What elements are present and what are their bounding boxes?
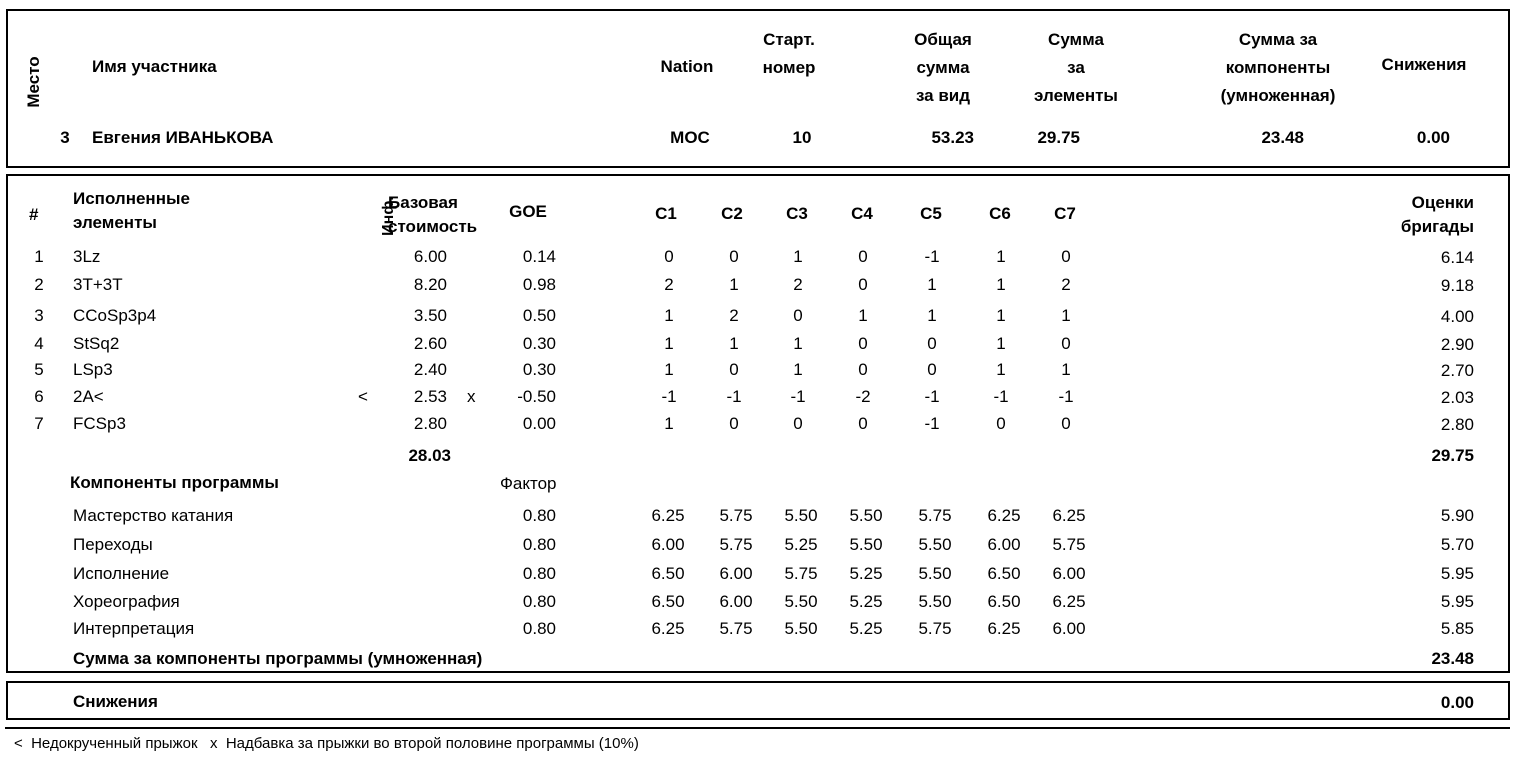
- deductions-box: [6, 681, 1510, 720]
- component-judge-score: 5.25: [849, 564, 883, 583]
- element-code: 2A<: [73, 387, 104, 406]
- component-name: Мастерство катания: [73, 506, 234, 525]
- scores-detail-box: [6, 174, 1510, 673]
- element-judge-score: 1: [664, 334, 674, 353]
- element-judge-score: 2: [664, 275, 674, 294]
- component-panel-score: 5.70: [1440, 535, 1474, 554]
- element-goe: 0.30: [522, 334, 556, 353]
- skater-place: 3: [60, 128, 70, 147]
- element-judge-score: 0: [1061, 414, 1071, 433]
- component-judge-score: 6.25: [651, 506, 685, 525]
- judge-header-2: C2: [721, 204, 743, 223]
- components-total-label: Сумма за компоненты программы (умноженная): [73, 649, 483, 668]
- element-base-value: 2.80: [413, 414, 447, 433]
- element-row-number: 2: [34, 275, 44, 294]
- element-judge-score: 0: [858, 247, 868, 266]
- component-judge-score: 5.75: [1052, 535, 1086, 554]
- element-judge-score: 0: [729, 247, 739, 266]
- components-title: Компоненты программы: [70, 473, 279, 492]
- element-base-value: 6.00: [413, 247, 447, 266]
- element-row-number: 7: [34, 414, 44, 433]
- element-judge-score: 2: [1061, 275, 1071, 294]
- component-judge-score: 5.50: [784, 506, 818, 525]
- element-bonus-flag: x: [467, 387, 476, 406]
- factor-header: Фактор: [500, 474, 557, 493]
- element-panel-score: 2.80: [1440, 415, 1474, 434]
- deductions-value: 0.00: [1440, 693, 1474, 712]
- component-factor: 0.80: [522, 564, 556, 583]
- skater-nation: MOC: [670, 128, 710, 147]
- component-factor: 0.80: [522, 535, 556, 554]
- component-judge-score: 5.50: [918, 564, 952, 583]
- component-name: Исполнение: [73, 564, 170, 583]
- element-goe: 0.00: [522, 414, 556, 433]
- element-judge-score: 0: [1061, 334, 1071, 353]
- element-row-number: 3: [34, 306, 44, 325]
- component-judge-score: 5.75: [918, 506, 952, 525]
- component-factor: 0.80: [522, 592, 556, 611]
- component-judge-score: 6.00: [719, 564, 753, 583]
- element-goe: -0.50: [517, 387, 556, 406]
- element-goe: 0.30: [522, 360, 556, 379]
- element-judge-score: 1: [996, 334, 1006, 353]
- component-judge-score: 6.25: [1052, 506, 1086, 525]
- component-name: Переходы: [73, 535, 153, 554]
- component-judge-score: 5.50: [784, 619, 818, 638]
- element-goe: 0.50: [522, 306, 556, 325]
- element-panel-score: 2.03: [1440, 388, 1474, 407]
- component-judge-score: 5.25: [784, 535, 818, 554]
- element-judge-score: 0: [858, 275, 868, 294]
- judge-header-1: C1: [655, 204, 677, 223]
- element-code: LSp3: [73, 360, 113, 379]
- component-panel-score: 5.90: [1440, 506, 1474, 525]
- element-judge-score: -1: [993, 387, 1009, 406]
- legend: < Недокрученный прыжок x Надбавка за прыжки во второй половине программы (10%): [14, 735, 639, 752]
- component-score-header: Сумма за компоненты (умноженная): [1220, 30, 1336, 105]
- component-factor: 0.80: [522, 506, 556, 525]
- element-judge-score: 0: [664, 247, 674, 266]
- component-judge-score: 6.00: [719, 592, 753, 611]
- components-total: 23.48: [1431, 649, 1474, 668]
- element-judge-score: 1: [996, 306, 1006, 325]
- element-judge-score: 0: [858, 414, 868, 433]
- component-judge-score: 5.50: [849, 535, 883, 554]
- component-judge-score: 6.00: [1052, 619, 1086, 638]
- element-panel-score: 6.14: [1440, 248, 1474, 267]
- element-base-value: 2.40: [413, 360, 447, 379]
- component-judge-score: 5.50: [849, 506, 883, 525]
- element-judge-score: 0: [729, 414, 739, 433]
- judge-header-3: C3: [786, 204, 808, 223]
- element-judge-score: 2: [729, 306, 739, 325]
- skater-start-number: 10: [792, 128, 812, 147]
- component-judge-score: 6.00: [1052, 564, 1086, 583]
- component-judge-score: 5.75: [719, 619, 753, 638]
- element-judge-score: 0: [858, 360, 868, 379]
- element-code: CCoSp3p4: [73, 306, 157, 325]
- element-base-value: 3.50: [413, 306, 447, 325]
- judge-header-7: C7: [1054, 204, 1076, 223]
- element-judge-score: 1: [729, 275, 739, 294]
- element-judge-score: 1: [996, 275, 1006, 294]
- element-judge-score: 1: [793, 334, 803, 353]
- element-judge-score: -1: [661, 387, 677, 406]
- component-judge-score: 6.50: [987, 592, 1021, 611]
- element-base-value: 8.20: [413, 275, 447, 294]
- component-panel-score: 5.95: [1440, 564, 1474, 583]
- goe-header: GOE: [509, 202, 547, 221]
- element-judge-score: 1: [1061, 360, 1071, 379]
- component-judge-score: 5.50: [784, 592, 818, 611]
- deductions-label: Снижения: [73, 692, 158, 711]
- element-judge-score: 1: [927, 275, 937, 294]
- component-judge-score: 6.50: [651, 564, 685, 583]
- element-judge-score: 0: [996, 414, 1006, 433]
- element-panel-score: 2.90: [1440, 335, 1474, 354]
- component-name: Хореография: [73, 592, 180, 611]
- skater-total-score: 53.23: [931, 128, 974, 147]
- element-judge-score: 0: [927, 334, 937, 353]
- element-panel-score: 9.18: [1440, 276, 1474, 295]
- element-row-number: 6: [34, 387, 44, 406]
- component-judge-score: 5.25: [849, 592, 883, 611]
- component-judge-score: 5.25: [849, 619, 883, 638]
- element-judge-score: -1: [1058, 387, 1074, 406]
- component-judge-score: 6.25: [651, 619, 685, 638]
- element-judge-score: 0: [927, 360, 937, 379]
- component-judge-score: 6.25: [987, 506, 1021, 525]
- element-panel-score: 2.70: [1440, 361, 1474, 380]
- element-score-header: Сумма за элементы: [1034, 30, 1118, 105]
- element-info-flag: <: [358, 387, 368, 406]
- element-code: 3Lz: [73, 247, 101, 266]
- panel-score-header: Оценки бригады: [1400, 193, 1474, 236]
- component-judge-score: 6.00: [651, 535, 685, 554]
- element-judge-score: 1: [996, 247, 1006, 266]
- component-judge-score: 5.75: [918, 619, 952, 638]
- element-judge-score: 1: [664, 360, 674, 379]
- element-judge-score: -1: [726, 387, 742, 406]
- element-goe: 0.14: [522, 247, 556, 266]
- skater-deductions: 0.00: [1416, 128, 1450, 147]
- component-panel-score: 5.95: [1440, 592, 1474, 611]
- component-name: Интерпретация: [73, 619, 195, 638]
- skater-name: Евгения ИВАНЬКОВА: [92, 128, 274, 147]
- element-judge-score: 2: [793, 275, 803, 294]
- element-base-value: 2.53: [413, 387, 447, 406]
- element-row-number: 1: [34, 247, 44, 266]
- info-header: Инф.: [380, 196, 397, 236]
- element-judge-score: 0: [793, 414, 803, 433]
- footer-divider: [5, 727, 1510, 729]
- element-judge-score: -1: [924, 247, 940, 266]
- component-judge-score: 5.50: [918, 592, 952, 611]
- name-header: Имя участника: [92, 57, 217, 76]
- element-goe: 0.98: [522, 275, 556, 294]
- base-value-total: 28.03: [408, 446, 451, 465]
- element-judge-score: -2: [855, 387, 871, 406]
- base-value-header: Базовая стоимость: [388, 193, 478, 236]
- component-judge-score: 5.75: [719, 535, 753, 554]
- total-score-header: Общая сумма за вид: [914, 30, 972, 105]
- element-judge-score: 0: [858, 334, 868, 353]
- place-header: Место: [24, 56, 43, 108]
- component-judge-score: 6.50: [987, 564, 1021, 583]
- judge-header-4: C4: [851, 204, 873, 223]
- element-judge-score: 1: [664, 414, 674, 433]
- start-number-header: Старт. номер: [762, 30, 816, 77]
- judge-header-6: C6: [989, 204, 1011, 223]
- element-judge-score: 1: [1061, 306, 1071, 325]
- component-judge-score: 6.25: [1052, 592, 1086, 611]
- element-judge-score: 1: [858, 306, 868, 325]
- element-judge-score: 1: [664, 306, 674, 325]
- panel-score-total: 29.75: [1431, 446, 1474, 465]
- element-code: 3T+3T: [73, 275, 123, 294]
- element-judge-score: -1: [924, 387, 940, 406]
- element-judge-score: -1: [924, 414, 940, 433]
- component-factor: 0.80: [522, 619, 556, 638]
- element-judge-score: 1: [996, 360, 1006, 379]
- element-judge-score: 1: [793, 247, 803, 266]
- element-judge-score: 1: [729, 334, 739, 353]
- component-judge-score: 6.00: [987, 535, 1021, 554]
- element-judge-score: 0: [1061, 247, 1071, 266]
- judge-header-5: C5: [920, 204, 942, 223]
- element-judge-score: 1: [927, 306, 937, 325]
- component-judge-score: 5.75: [719, 506, 753, 525]
- element-judge-score: 0: [729, 360, 739, 379]
- component-judge-score: 5.50: [918, 535, 952, 554]
- num-header: #: [29, 205, 39, 224]
- element-judge-score: 0: [793, 306, 803, 325]
- component-judge-score: 5.75: [784, 564, 818, 583]
- executed-elements-header: Исполненные элементы: [73, 189, 190, 232]
- element-judge-score: -1: [790, 387, 806, 406]
- component-judge-score: 6.25: [987, 619, 1021, 638]
- skater-element-score: 29.75: [1037, 128, 1080, 147]
- element-row-number: 4: [34, 334, 44, 353]
- element-base-value: 2.60: [413, 334, 447, 353]
- element-code: StSq2: [73, 334, 120, 353]
- deductions-header: Снижения: [1381, 55, 1467, 74]
- skater-component-score: 23.48: [1261, 128, 1304, 147]
- element-judge-score: 1: [793, 360, 803, 379]
- nation-header: Nation: [660, 57, 714, 76]
- element-panel-score: 4.00: [1440, 307, 1474, 326]
- component-panel-score: 5.85: [1440, 619, 1474, 638]
- element-row-number: 5: [34, 360, 44, 379]
- element-code: FCSp3: [73, 414, 126, 433]
- component-judge-score: 6.50: [651, 592, 685, 611]
